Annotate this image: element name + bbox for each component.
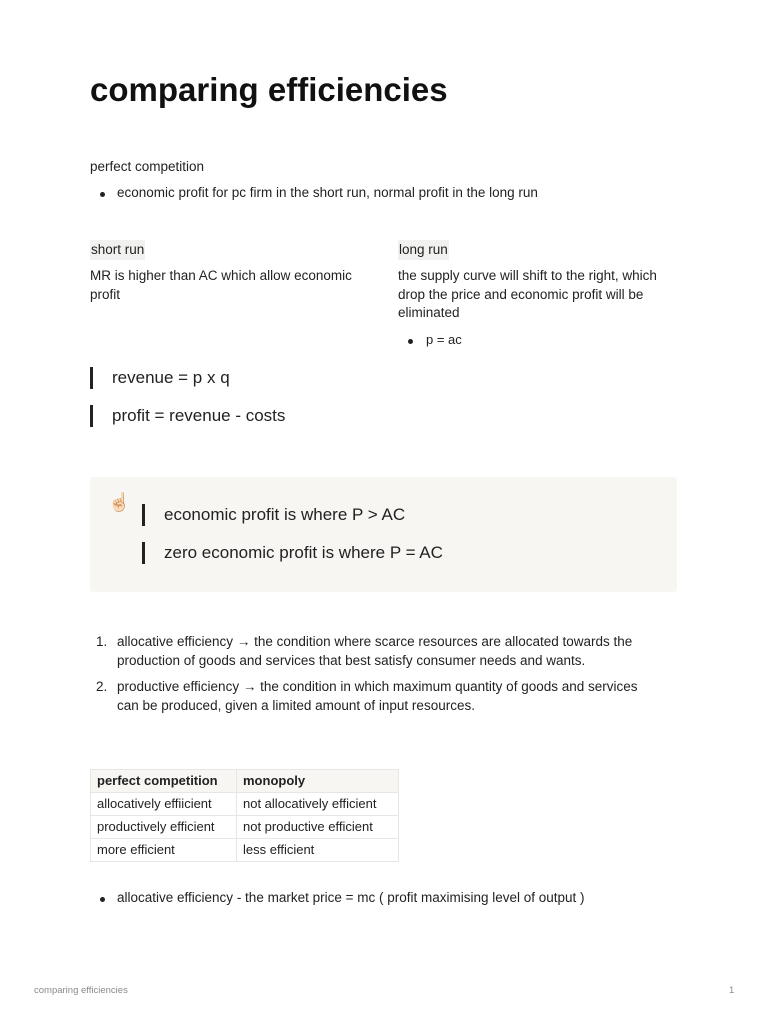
table-row	[91, 793, 399, 816]
short-run-heading: short run	[90, 240, 145, 260]
header-perfect-competition: perfect competition	[91, 770, 237, 793]
list-number: 2.	[96, 679, 108, 694]
table-row	[91, 816, 399, 839]
callout-box	[90, 477, 677, 592]
table-row	[91, 839, 399, 862]
section-label: perfect competition	[90, 159, 205, 174]
pointing-up-icon: ☝🏻	[108, 492, 131, 512]
table-cell: not allocatively efficient	[237, 793, 399, 816]
short-run-column	[90, 240, 360, 304]
table-cell: allocatively effiicient	[91, 793, 237, 816]
list-item	[90, 633, 660, 670]
list-item	[90, 678, 660, 715]
header-monopoly: monopoly	[237, 770, 399, 793]
long-run-heading: long run	[398, 240, 449, 260]
table-cell: more efficient	[91, 839, 237, 862]
revenue-quote: revenue = p x q	[90, 367, 230, 389]
list-item: p = ac	[398, 331, 678, 350]
table-header-row	[91, 770, 399, 793]
long-run-text: the supply curve will shift to the right, which drop the price and economic profit will be eliminated	[398, 268, 657, 320]
footer-page-number: 1	[729, 985, 735, 996]
list-item: allocative efficiency - the market price = mc ( profit maximising level of output )	[90, 889, 680, 908]
list-item: economic profit for pc firm in the short run, normal profit in the long run	[90, 184, 690, 203]
long-run-column	[398, 240, 678, 349]
short-run-text: MR is higher than AC which allow economic profit	[90, 268, 352, 302]
table-cell: not productive efficient	[237, 816, 399, 839]
table-cell: less efficient	[237, 839, 399, 862]
list-number: 1.	[96, 634, 108, 649]
long-run-bullet-list	[398, 331, 678, 350]
bottom-bullet-list	[90, 889, 680, 908]
comparison-table	[90, 769, 399, 862]
list-text: allocative efficiency → the condition where scarce resources are allocated towards the production of goods and services that best satisfy consumer needs and wants.	[117, 634, 633, 668]
page-title: comparing efficiencies	[90, 71, 448, 108]
footer-title: comparing efficiencies	[34, 985, 128, 996]
callout-quote-economic-profit: economic profit is where P > AC	[142, 504, 405, 526]
table-cell: productively efficient	[91, 816, 237, 839]
pc-bullet-list	[90, 184, 690, 203]
efficiency-numbered-list	[90, 633, 660, 723]
profit-quote: profit = revenue - costs	[90, 405, 285, 427]
callout-quote-zero-profit: zero economic profit is where P = AC	[142, 542, 443, 564]
list-text: productive efficiency → the condition in which maximum quantity of goods and services can be produced, given a limited amount of input resources.	[117, 679, 638, 713]
